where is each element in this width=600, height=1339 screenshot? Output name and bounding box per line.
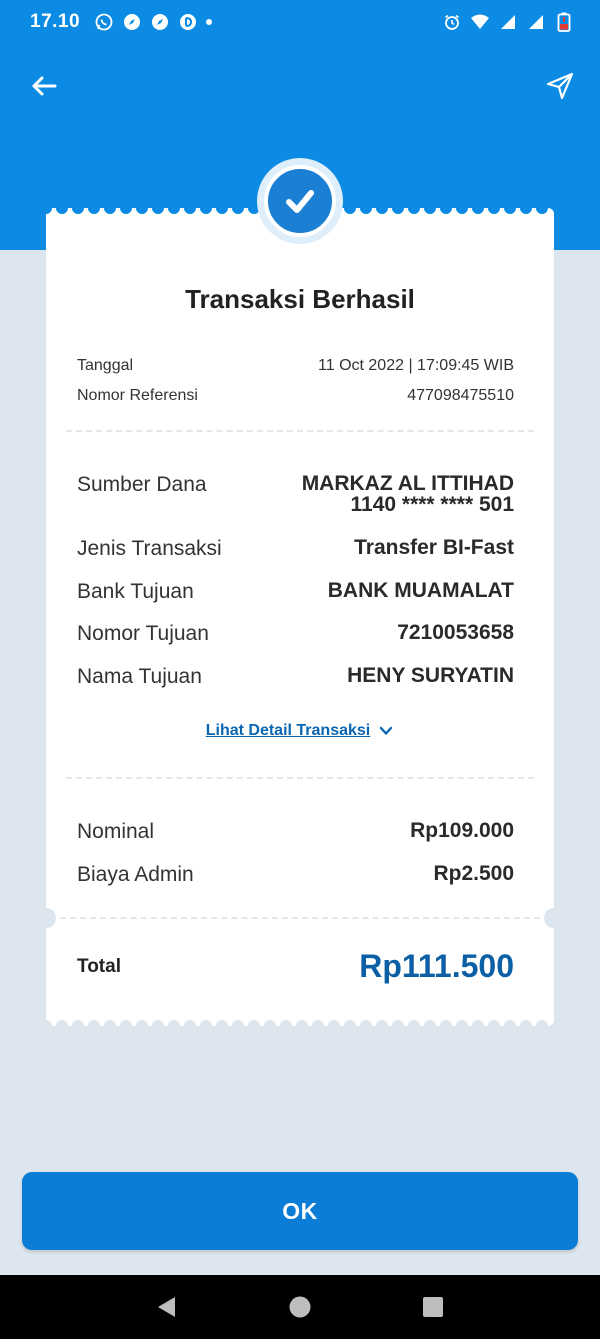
- send-icon: [545, 71, 575, 101]
- bank-tujuan-label: Bank Tujuan: [77, 580, 194, 603]
- receipt-title: Transaksi Berhasil: [185, 284, 415, 314]
- whatsapp-icon: [94, 12, 114, 32]
- nama-tujuan-row: [77, 665, 514, 689]
- signal-icon: [526, 12, 546, 32]
- tanggal-value: 11 Oct 2022 | 17:09:45 WIB: [318, 357, 514, 374]
- receipt-background: [46, 204, 554, 1030]
- nama-tujuan-label: Nama Tujuan: [77, 665, 202, 688]
- divider: [66, 430, 534, 432]
- alarm-icon: [442, 12, 462, 32]
- success-badge: [257, 158, 343, 244]
- checkmark-icon: [264, 165, 336, 237]
- jenis-transaksi-value: Transfer BI-Fast: [354, 536, 514, 559]
- nomor-tujuan-value: 7210053658: [397, 621, 514, 644]
- triangle-back-icon: [155, 1295, 179, 1319]
- divider: [60, 917, 540, 919]
- detail-transaksi-link[interactable]: [46, 722, 554, 740]
- status-left: [30, 11, 212, 33]
- bank-tujuan-value: BANK MUAMALAT: [327, 579, 514, 602]
- back-button[interactable]: [26, 68, 62, 104]
- signal-icon: [498, 12, 518, 32]
- biaya-admin-row: [77, 863, 514, 887]
- nomor-tujuan-label: Nomor Tujuan: [77, 622, 209, 645]
- bank-tujuan-row: [77, 580, 514, 604]
- compass-icon: [150, 12, 170, 32]
- nav-recents-button[interactable]: [411, 1285, 455, 1329]
- square-recents-icon: [421, 1295, 445, 1319]
- compass-icon: [122, 12, 142, 32]
- status-bar: [0, 0, 600, 44]
- tanggal-label: Tanggal: [77, 357, 134, 374]
- jenis-transaksi-label: Jenis Transaksi: [77, 537, 222, 560]
- notification-dot-icon: [206, 19, 212, 25]
- sumber-dana-account: 1140 **** **** 501: [350, 493, 514, 516]
- share-button[interactable]: [542, 68, 578, 104]
- referensi-value: 477098475510: [407, 387, 514, 404]
- ok-button[interactable]: OK: [22, 1172, 578, 1250]
- sumber-dana-name: MARKAZ AL ITTIHAD: [301, 472, 514, 495]
- nominal-label: Nominal: [77, 820, 155, 843]
- jenis-transaksi-row: [77, 537, 514, 561]
- total-label: Total: [77, 956, 121, 977]
- navigation-bar: [0, 1275, 600, 1339]
- nominal-value: Rp109.000: [410, 819, 514, 842]
- tanggal-row: [77, 357, 514, 375]
- app-bar: [0, 60, 600, 112]
- nomor-tujuan-row: [77, 622, 514, 646]
- detail-transaksi-label: Lihat Detail Transaksi: [205, 722, 371, 739]
- divider: [66, 777, 534, 779]
- status-time: 17.10: [30, 11, 81, 32]
- receipt-card: [46, 204, 554, 1030]
- status-right: [442, 12, 574, 32]
- chevron-down-icon: [378, 723, 394, 739]
- referensi-row: [77, 387, 514, 405]
- circle-home-icon: [288, 1295, 312, 1319]
- nama-tujuan-value: HENY SURYATIN: [347, 664, 514, 687]
- nav-back-button[interactable]: [145, 1285, 189, 1329]
- biaya-admin-label: Biaya Admin: [77, 863, 194, 886]
- referensi-label: Nomor Referensi: [77, 387, 198, 404]
- biaya-admin-value: Rp2.500: [433, 862, 514, 885]
- circle-d-icon: [178, 12, 198, 32]
- wifi-icon: [470, 12, 490, 32]
- sumber-dana-label: Sumber Dana: [77, 473, 207, 496]
- nominal-row: [77, 820, 514, 844]
- battery-low-icon: [554, 12, 574, 32]
- sumber-dana-row: [77, 473, 514, 515]
- sumber-dana-value: [302, 473, 514, 515]
- total-value: Rp111.500: [359, 948, 514, 984]
- nav-home-button[interactable]: [278, 1285, 322, 1329]
- arrow-left-icon: [29, 71, 59, 101]
